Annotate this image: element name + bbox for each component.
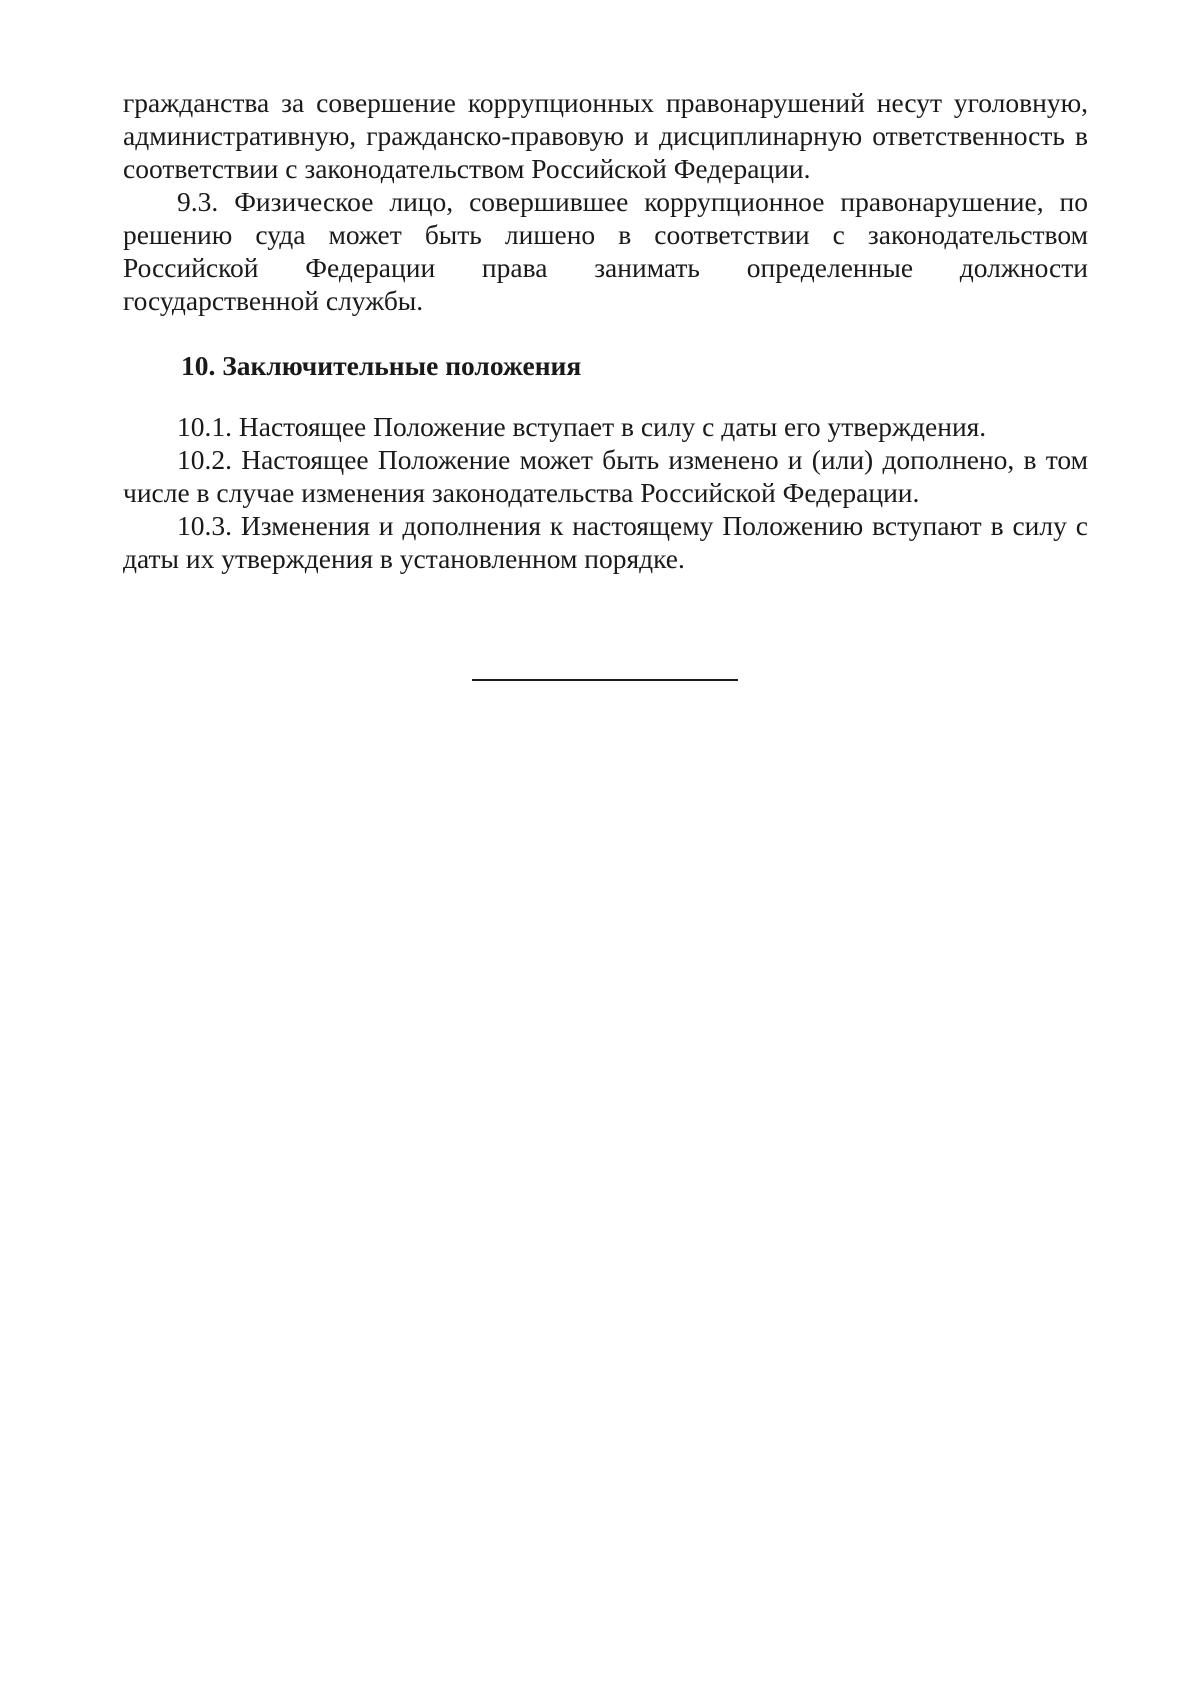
paragraph-10-3: 10.3. Изменения и дополнения к настоящему Положению вступают в силу с даты их утверждения в установленном порядке.: [123, 510, 1088, 574]
paragraph-9-3: 9.3. Физическое лицо, совершившее коррупционное правонарушение, по решению суда может быть лишено в соответствии с законодательством Российской Федерации права занимать определенные должности государственной службы.: [123, 186, 1088, 316]
paragraph-10-2: 10.2. Настоящее Положение может быть изменено и (или) дополнено, в том числе в случае изменения законодательства Российской Федерации.: [123, 444, 1088, 508]
paragraph-10-1: 10.1. Настоящее Положение вступает в силу с даты его утверждения.: [177, 411, 987, 442]
document-body: [123, 86, 1088, 575]
section-heading-10: 10. Заключительные положения: [181, 350, 582, 381]
paragraph-9-2-continuation: гражданства за совершение коррупционных правонарушений несут уголовную, административную, гражданско-правовую и дисциплинарную ответственность в соответствии с законодательством Российской Федерации.: [123, 87, 1088, 184]
end-of-document-line: [472, 679, 738, 681]
